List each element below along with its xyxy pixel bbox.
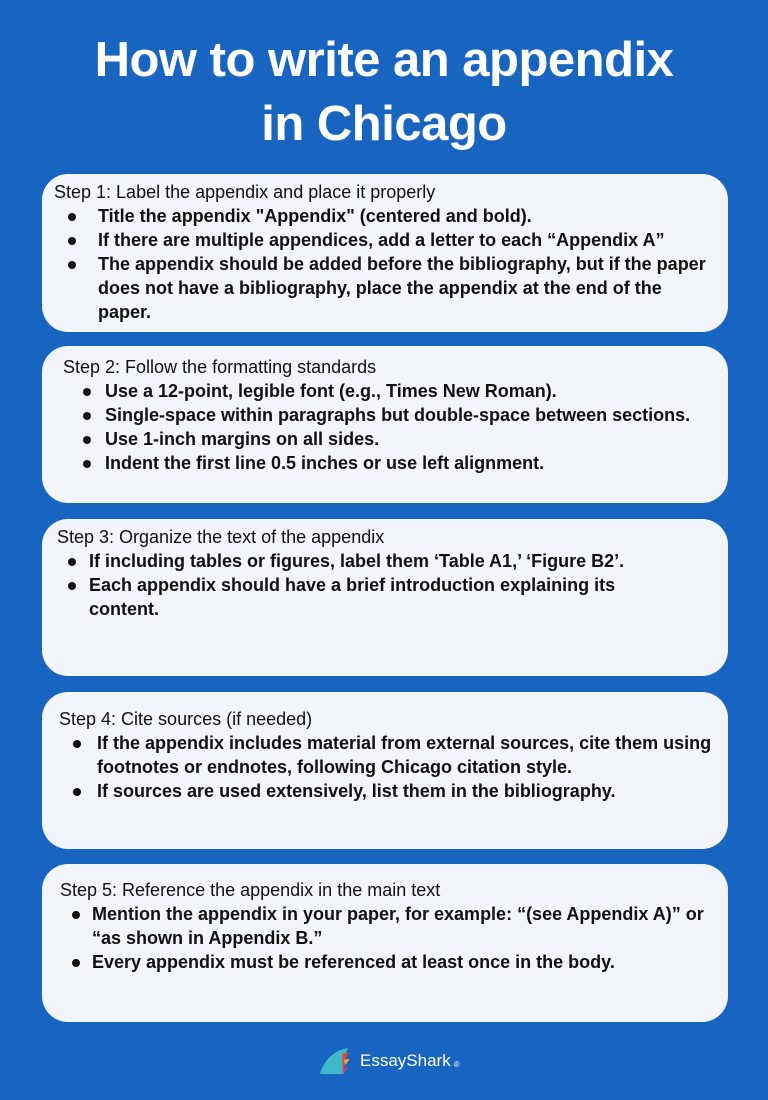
registered-mark: ® [453, 1059, 460, 1069]
step-bullets [54, 204, 728, 324]
bullet-icon [68, 582, 76, 590]
essayshark-logo[interactable] [318, 1046, 460, 1076]
step-card-5 [42, 864, 728, 1022]
bullet-icon [68, 558, 76, 566]
list-item: Use a 12-point, legible font (e.g., Times New Roman). [63, 379, 728, 403]
step-heading: Step 4: Cite sources (if needed) [59, 709, 313, 729]
step-bullets [59, 731, 714, 803]
bullet-icon [72, 911, 80, 919]
brand-name: EssayShark [360, 1051, 451, 1070]
title-line-2: in Chicago [261, 97, 507, 151]
bullet-icon [73, 740, 81, 748]
list-item: Single-space within paragraphs but double-space between sections. [63, 403, 728, 427]
step-heading: Step 5: Reference the appendix in the main text [60, 880, 441, 900]
list-item: Title the appendix "Appendix" (centered and bold). [54, 204, 728, 228]
bullet-icon [83, 388, 91, 396]
step-card-4 [42, 692, 728, 849]
step-card-2 [42, 346, 728, 503]
step-heading: Step 2: Follow the formatting standards [63, 357, 377, 377]
step-bullets [63, 379, 728, 475]
bullet-icon [68, 213, 76, 221]
list-item: If the appendix includes material from external sources, cite them using footnotes or endnotes, following Chicago citation style. [59, 731, 714, 779]
list-item: Mention the appendix in your paper, for example: “(see Appendix A)” or “as shown in Appendix B.” [60, 902, 710, 950]
step-bullets [57, 549, 688, 621]
step-heading: Step 3: Organize the text of the appendix [57, 527, 385, 547]
bullet-icon [73, 788, 81, 796]
step-heading: Step 1: Label the appendix and place it properly [54, 182, 436, 202]
step-card-3 [42, 519, 728, 676]
list-item: Use 1-inch margins on all sides. [63, 427, 728, 451]
list-item: If sources are used extensively, list them in the bibliography. [59, 779, 714, 803]
bullet-icon [68, 237, 76, 245]
bullet-icon [68, 261, 76, 269]
title-line-1: How to write an appendix [94, 33, 674, 87]
step-card-1 [42, 174, 728, 332]
bullet-icon [72, 959, 80, 967]
bullet-icon [83, 460, 91, 468]
list-item: The appendix should be added before the bibliography, but if the paper does not have a bibliography, place the appendix at the end of the paper. [54, 252, 728, 324]
bullet-icon [83, 436, 91, 444]
list-item: If including tables or figures, label them ‘Table A1,’ ‘Figure B2’. [57, 549, 688, 573]
list-item: If there are multiple appendices, add a letter to each “Appendix A” [54, 228, 728, 252]
list-item: Indent the first line 0.5 inches or use left alignment. [63, 451, 728, 475]
page-title [0, 28, 768, 156]
list-item: Each appendix should have a brief introduction explaining its content. [57, 573, 688, 621]
bullet-icon [83, 412, 91, 420]
step-bullets [60, 902, 710, 974]
shark-fin-icon [318, 1046, 352, 1076]
list-item: Every appendix must be referenced at least once in the body. [60, 950, 710, 974]
